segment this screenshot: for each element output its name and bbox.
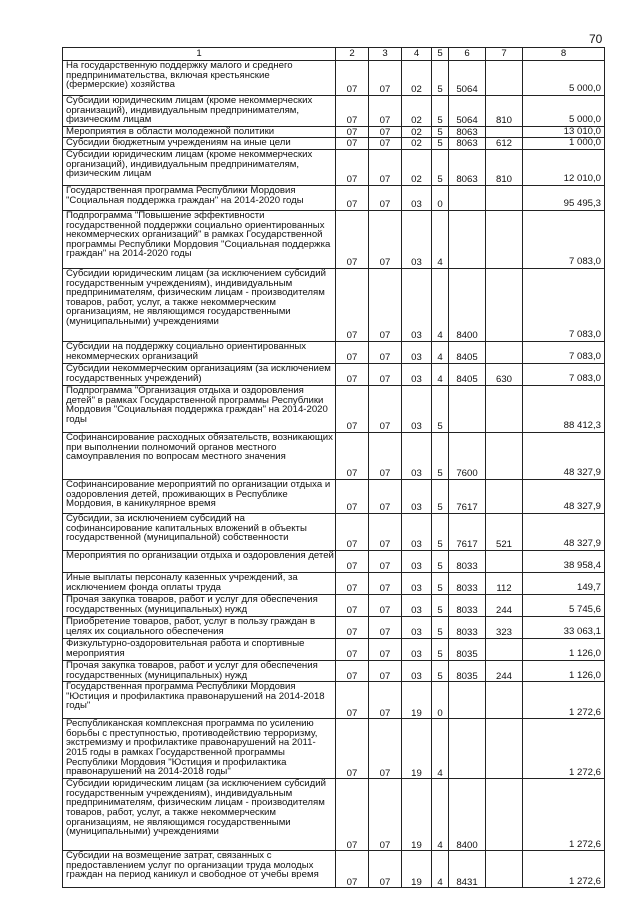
row-description: Прочая закупка товаров, работ и услуг для обеспечения государственных (муниципальных) нужд <box>63 594 336 616</box>
row-code <box>449 719 486 779</box>
row-description: Иные выплаты персоналу казенных учреждений, за исключением фонда оплаты труда <box>63 572 336 594</box>
row-code: 4 <box>432 363 449 385</box>
row-code: 07 <box>336 513 369 550</box>
row-code: 07 <box>336 61 369 96</box>
table-row <box>63 779 605 851</box>
row-code: 5 <box>432 550 449 572</box>
row-description: Подпрограмма "Повышение эффективности государственной поддержки социально ориентированных некоммерческих организаций" в рамках Государственной программы Республики Мордовия "Социальная поддержка граждан" на 2014-2020 годы <box>63 210 336 268</box>
row-description: Субсидии юридическим лицам (за исключением субсидий государственным учреждениям), индивидуальным предпринимателям, физическим лицам - производителям товаров, работ, услуг, а также некоммерческим организациям, не являющимся государственными (муниципальными) учреждениями <box>63 268 336 341</box>
row-code: 07 <box>369 572 402 594</box>
row-code <box>486 385 523 432</box>
row-code <box>486 126 523 138</box>
row-code: 5 <box>432 61 449 96</box>
table-row <box>63 149 605 185</box>
row-code: 07 <box>336 210 369 268</box>
row-code: 8400 <box>449 779 486 851</box>
row-code: 8035 <box>449 638 486 660</box>
row-amount: 5 000,0 <box>523 96 605 127</box>
row-code: 03 <box>402 572 432 594</box>
row-code: 8033 <box>449 616 486 638</box>
row-code <box>486 682 523 719</box>
row-amount: 88 412,3 <box>523 385 605 432</box>
row-description: Субсидии юридическим лицам (кроме некоммерческих организаций), индивидуальным предпринимателям, физическим лицам <box>63 96 336 127</box>
row-code: 07 <box>336 432 369 479</box>
row-code: 0 <box>432 682 449 719</box>
table-row <box>63 594 605 616</box>
row-code: 07 <box>369 185 402 210</box>
row-code: 07 <box>336 96 369 127</box>
row-description: Республиканская комплексная программа по усилению борьбы с преступностью, противодействию терроризму, экстремизму и профилактике правонарушений на 2011-2015 годы в рамках Государственной программы Республики Мордовия "Юстиция и профилактика правонарушений на 2014-2018 годы" <box>63 719 336 779</box>
column-header: 6 <box>449 48 486 61</box>
row-code <box>486 61 523 96</box>
row-code: 02 <box>402 126 432 138</box>
row-code: 07 <box>369 660 402 681</box>
row-code: 8431 <box>449 851 486 888</box>
column-header: 1 <box>63 48 336 61</box>
table-header-row <box>63 48 605 61</box>
row-code <box>486 432 523 479</box>
row-code: 03 <box>402 594 432 616</box>
row-code: 5 <box>432 594 449 616</box>
row-code: 07 <box>336 719 369 779</box>
row-description: Субсидии на поддержку социально ориентированных некоммерческих организаций <box>63 341 336 363</box>
row-code: 0 <box>432 185 449 210</box>
row-amount: 7 083,0 <box>523 341 605 363</box>
row-description: Прочая закупка товаров, работ и услуг для обеспечения государственных (муниципальных) нужд <box>63 660 336 681</box>
row-code: 07 <box>336 268 369 341</box>
column-header: 5 <box>432 48 449 61</box>
row-code <box>486 479 523 513</box>
row-code <box>486 268 523 341</box>
row-code: 07 <box>369 385 402 432</box>
row-code: 07 <box>369 682 402 719</box>
table-row <box>63 660 605 681</box>
row-description: Физкультурно-оздоровительная работа и спортивные мероприятия <box>63 638 336 660</box>
row-code: 8405 <box>449 363 486 385</box>
row-amount: 1 000,0 <box>523 138 605 150</box>
row-description: Субсидии некоммерческим организациям (за исключением государственных учреждений) <box>63 363 336 385</box>
row-code: 02 <box>402 96 432 127</box>
table-row <box>63 432 605 479</box>
row-code: 07 <box>369 341 402 363</box>
row-description: Приобретение товаров, работ, услуг в пользу граждан в целях их социального обеспечения <box>63 616 336 638</box>
row-code: 07 <box>369 719 402 779</box>
table-row <box>63 638 605 660</box>
table-row <box>63 363 605 385</box>
row-code <box>449 185 486 210</box>
row-code: 5 <box>432 616 449 638</box>
row-code: 4 <box>432 779 449 851</box>
row-code: 07 <box>336 126 369 138</box>
row-amount: 7 083,0 <box>523 363 605 385</box>
row-code: 8035 <box>449 660 486 681</box>
row-code: 07 <box>336 149 369 185</box>
row-code: 7617 <box>449 513 486 550</box>
row-code: 5 <box>432 660 449 681</box>
row-code <box>486 638 523 660</box>
row-code: 07 <box>336 385 369 432</box>
row-code: 5 <box>432 638 449 660</box>
row-code: 5064 <box>449 61 486 96</box>
row-amount: 149,7 <box>523 572 605 594</box>
row-description: Субсидии, за исключением субсидий на софинансирование капитальных вложений в объекты государственной (муниципальной) собственности <box>63 513 336 550</box>
row-code: 07 <box>336 616 369 638</box>
row-code: 07 <box>336 138 369 150</box>
row-description: Субсидии юридическим лицам (за исключением субсидий государственным учреждениям), индивидуальным предпринимателям, физическим лицам - производителям товаров, работ, услуг, а также некоммерческим организациям, не являющимся государственными (муниципальными) учреждениями <box>63 779 336 851</box>
column-header: 3 <box>369 48 402 61</box>
table-row <box>63 268 605 341</box>
row-description: Мероприятия по организации отдыха и оздоровления детей <box>63 550 336 572</box>
row-code: 323 <box>486 616 523 638</box>
row-code: 5 <box>432 572 449 594</box>
row-code: 810 <box>486 96 523 127</box>
row-description: Государственная программа Республики Мордовия "Юстиция и профилактика правонарушений на 2014-2018 годы" <box>63 682 336 719</box>
row-code: 07 <box>369 96 402 127</box>
row-description: Субсидии юридическим лицам (кроме некоммерческих организаций), индивидуальным предпринимателям, физическим лицам <box>63 149 336 185</box>
row-code: 7617 <box>449 479 486 513</box>
row-code: 07 <box>369 550 402 572</box>
row-code: 5 <box>432 149 449 185</box>
table-row <box>63 719 605 779</box>
row-amount: 13 010,0 <box>523 126 605 138</box>
row-code: 810 <box>486 149 523 185</box>
row-code: 244 <box>486 660 523 681</box>
table-row <box>63 138 605 150</box>
table-row <box>63 341 605 363</box>
row-code <box>486 185 523 210</box>
row-code: 244 <box>486 594 523 616</box>
table-row <box>63 851 605 888</box>
row-code: 07 <box>336 550 369 572</box>
row-code: 03 <box>402 660 432 681</box>
row-amount: 1 272,6 <box>523 779 605 851</box>
row-code: 5 <box>432 513 449 550</box>
row-code: 07 <box>336 660 369 681</box>
row-code: 03 <box>402 638 432 660</box>
column-header: 7 <box>486 48 523 61</box>
row-code: 07 <box>369 594 402 616</box>
row-amount: 5 000,0 <box>523 61 605 96</box>
table-row <box>63 513 605 550</box>
row-amount: 48 327,9 <box>523 432 605 479</box>
row-code: 8063 <box>449 138 486 150</box>
row-code <box>486 719 523 779</box>
row-code: 07 <box>369 149 402 185</box>
budget-table <box>62 47 605 888</box>
row-code: 07 <box>336 479 369 513</box>
row-code: 5 <box>432 96 449 127</box>
column-header: 8 <box>523 48 605 61</box>
row-code: 8033 <box>449 550 486 572</box>
row-code: 5064 <box>449 96 486 127</box>
table-row <box>63 550 605 572</box>
table-body <box>63 61 605 888</box>
row-amount: 48 327,9 <box>523 513 605 550</box>
row-code: 07 <box>369 432 402 479</box>
row-code: 02 <box>402 149 432 185</box>
table-row <box>63 682 605 719</box>
row-code: 07 <box>336 572 369 594</box>
row-code: 03 <box>402 432 432 479</box>
row-code: 07 <box>369 210 402 268</box>
column-header: 2 <box>336 48 369 61</box>
row-code: 03 <box>402 513 432 550</box>
row-code: 8033 <box>449 594 486 616</box>
row-code: 4 <box>432 341 449 363</box>
row-amount: 1 126,0 <box>523 638 605 660</box>
row-code: 02 <box>402 61 432 96</box>
row-code: 07 <box>369 126 402 138</box>
row-code: 07 <box>369 138 402 150</box>
row-code <box>486 341 523 363</box>
row-code: 19 <box>402 779 432 851</box>
row-description: Субсидии бюджетным учреждениям на иные цели <box>63 138 336 150</box>
row-code: 07 <box>336 341 369 363</box>
row-code <box>449 210 486 268</box>
row-code: 03 <box>402 616 432 638</box>
row-code: 07 <box>369 851 402 888</box>
row-code: 7600 <box>449 432 486 479</box>
row-code: 07 <box>369 513 402 550</box>
row-code: 4 <box>432 719 449 779</box>
row-code <box>486 550 523 572</box>
row-amount: 1 126,0 <box>523 660 605 681</box>
row-amount: 7 083,0 <box>523 268 605 341</box>
row-code: 02 <box>402 138 432 150</box>
row-code: 07 <box>336 682 369 719</box>
row-code <box>486 779 523 851</box>
row-code: 07 <box>336 851 369 888</box>
column-header: 4 <box>402 48 432 61</box>
row-amount: 38 958,4 <box>523 550 605 572</box>
row-description: На государственную поддержку малого и среднего предпринимательства, включая крестьянские (фермерские) хозяйства <box>63 61 336 96</box>
row-code: 03 <box>402 185 432 210</box>
table-row <box>63 479 605 513</box>
row-description: Подпрограмма "Организация отдыха и оздоровления детей" в рамках Государственной программы Республики Мордовия "Социальная поддержка граждан" на 2014-2020 годы <box>63 385 336 432</box>
row-code <box>486 210 523 268</box>
row-code: 8063 <box>449 149 486 185</box>
row-code: 8400 <box>449 268 486 341</box>
row-code: 8063 <box>449 126 486 138</box>
row-code: 8033 <box>449 572 486 594</box>
row-code: 07 <box>336 779 369 851</box>
row-code <box>449 682 486 719</box>
row-code <box>449 385 486 432</box>
row-code: 19 <box>402 719 432 779</box>
row-code: 5 <box>432 126 449 138</box>
row-code: 5 <box>432 138 449 150</box>
table-row <box>63 61 605 96</box>
row-code: 03 <box>402 385 432 432</box>
row-code: 5 <box>432 385 449 432</box>
row-code: 07 <box>336 594 369 616</box>
table-row <box>63 96 605 127</box>
row-code: 07 <box>369 479 402 513</box>
row-code: 07 <box>336 363 369 385</box>
row-code: 03 <box>402 550 432 572</box>
row-amount: 12 010,0 <box>523 149 605 185</box>
table-row <box>63 185 605 210</box>
table-row <box>63 385 605 432</box>
row-amount: 48 327,9 <box>523 479 605 513</box>
row-description: Софинансирование расходных обязательств, возникающих при выполнении полномочий органов местного самоуправления по вопросам местного значения <box>63 432 336 479</box>
row-code <box>486 851 523 888</box>
row-code: 5 <box>432 432 449 479</box>
row-code: 4 <box>432 851 449 888</box>
row-code: 07 <box>336 185 369 210</box>
row-code: 03 <box>402 363 432 385</box>
row-code: 630 <box>486 363 523 385</box>
row-amount: 5 745,6 <box>523 594 605 616</box>
row-amount: 1 272,6 <box>523 719 605 779</box>
row-code: 4 <box>432 210 449 268</box>
row-description: Государственная программа Республики Мордовия "Социальная поддержка граждан" на 2014-2020 годы <box>63 185 336 210</box>
row-amount: 33 063,1 <box>523 616 605 638</box>
row-code: 521 <box>486 513 523 550</box>
row-code: 5 <box>432 479 449 513</box>
row-amount: 1 272,6 <box>523 682 605 719</box>
table-row <box>63 616 605 638</box>
row-code: 07 <box>369 363 402 385</box>
row-code: 07 <box>369 61 402 96</box>
row-description: Софинансирование мероприятий по организации отдыха и оздоровления детей, проживающих в Республике Мордовия, в каникулярное время <box>63 479 336 513</box>
row-description: Мероприятия в области молодежной политики <box>63 126 336 138</box>
row-code: 19 <box>402 682 432 719</box>
row-code: 19 <box>402 851 432 888</box>
row-code: 4 <box>432 268 449 341</box>
row-code: 112 <box>486 572 523 594</box>
table-row <box>63 126 605 138</box>
row-code: 03 <box>402 268 432 341</box>
row-code: 07 <box>369 779 402 851</box>
row-code: 03 <box>402 479 432 513</box>
table-row <box>63 210 605 268</box>
row-amount: 1 272,6 <box>523 851 605 888</box>
row-code: 03 <box>402 341 432 363</box>
row-code: 07 <box>369 616 402 638</box>
row-code: 07 <box>369 638 402 660</box>
row-amount: 95 495,3 <box>523 185 605 210</box>
table-row <box>63 572 605 594</box>
row-code: 8405 <box>449 341 486 363</box>
row-description: Субсидии на возмещение затрат, связанных с предоставлением услуг по организации труда молодых граждан на период каникул и свободное от учебы время <box>63 851 336 888</box>
row-code: 07 <box>369 268 402 341</box>
row-amount: 7 083,0 <box>523 210 605 268</box>
row-code: 07 <box>336 638 369 660</box>
page-number: 70 <box>589 32 603 46</box>
row-code: 03 <box>402 210 432 268</box>
row-code: 612 <box>486 138 523 150</box>
